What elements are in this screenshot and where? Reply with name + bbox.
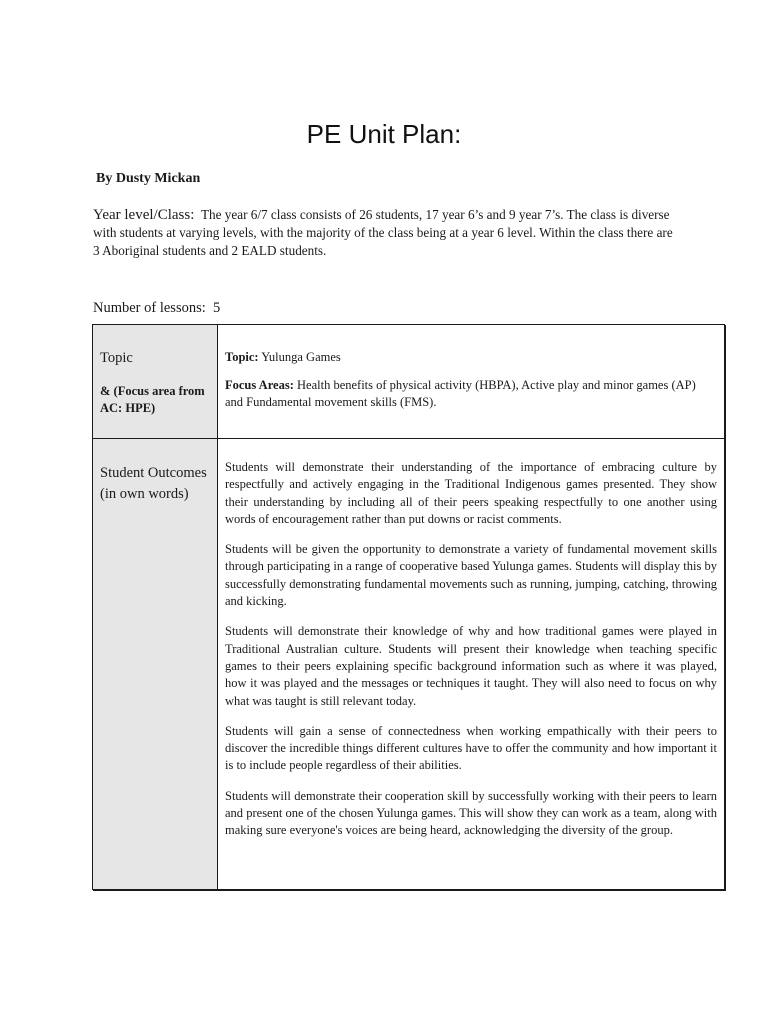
unit-plan-table [92, 324, 725, 890]
outcomes-list [225, 459, 717, 853]
outcome-paragraph: Students will be given the opportunity to demonstrate a variety of fundamental movement skills through participating in a range of cooperative based Yulunga games. Students will display this by successfully demonstrating fundamental movements such as running, jumping, catching, throwing and kicking. [225, 542, 717, 609]
outcome-paragraph: Students will demonstrate their cooperation skill by successfully working with their peers to learn and present one of the chosen Yulunga games. This will show they can work as a team, along with making sure everyone's voices are being heard, acknowledging the diversity of the group. [225, 788, 717, 838]
document-title: PE Unit Plan: [306, 119, 462, 149]
topic-label: Topic [100, 350, 133, 366]
focus-areas-line [225, 377, 715, 411]
year-level-label: Year level/Class: [93, 207, 195, 223]
topic-content-cell [218, 325, 724, 438]
topic-line [225, 348, 341, 366]
topic-value: Yulunga Games [261, 350, 341, 364]
outcome-paragraph: Students will demonstrate their knowledge of why and how traditional games were played in Traditional Australian culture. Students will present their knowledge when teaching specific games to their peers explaining specific background information such as where it was played, how it was played and the messages or techniques it taught. They will also need to focus on why what was taught is still relevant today. [225, 624, 717, 708]
outcomes-label: Student Outcomes (in own words) [100, 465, 207, 502]
outcome-paragraph: Students will demonstrate their understanding of the importance of embracing culture by respectfully and actively engaging in the Traditional Indigenous games presented. They show their understanding by including all of their peers speaking respectfully to one another using words of encouragement rather than put downs or racist comments. [225, 460, 717, 526]
focus-areas-key: Focus Areas: [225, 378, 294, 392]
outcome-paragraph: Students will gain a sense of connectedness when working empathically with their peers to discover the incredible things different cultures have to offer the community and how important it is to include people regardless of their abilities. [225, 723, 717, 773]
outcomes-label-cell [93, 439, 218, 889]
author-line: By Dusty Mickan [96, 171, 201, 186]
lessons-value: 5 [213, 300, 221, 316]
outcomes-row [93, 439, 724, 889]
topic-key: Topic: [225, 350, 259, 364]
topic-label-cell [93, 325, 218, 438]
topic-row [93, 325, 724, 439]
year-level-section [93, 206, 678, 260]
lessons-label: Number of lessons: [93, 300, 206, 316]
year-level-text: The year 6/7 class consists of 26 students, 17 year 6’s and 9 year 7’s. The class is diverse with students at varying levels, with the majority of the class being at a year 6 level. Within the class there are 3 Aboriginal students and 2 EALD students. [93, 207, 673, 258]
focus-areas-value: Health benefits of physical activity (HBPA), Active play and minor games (AP) and Fundamental movement skills (FMS). [225, 378, 696, 409]
lessons-section [93, 299, 220, 317]
focus-area-label: & (Focus area from AC: HPE) [100, 384, 205, 415]
outcomes-content-cell [218, 439, 724, 889]
